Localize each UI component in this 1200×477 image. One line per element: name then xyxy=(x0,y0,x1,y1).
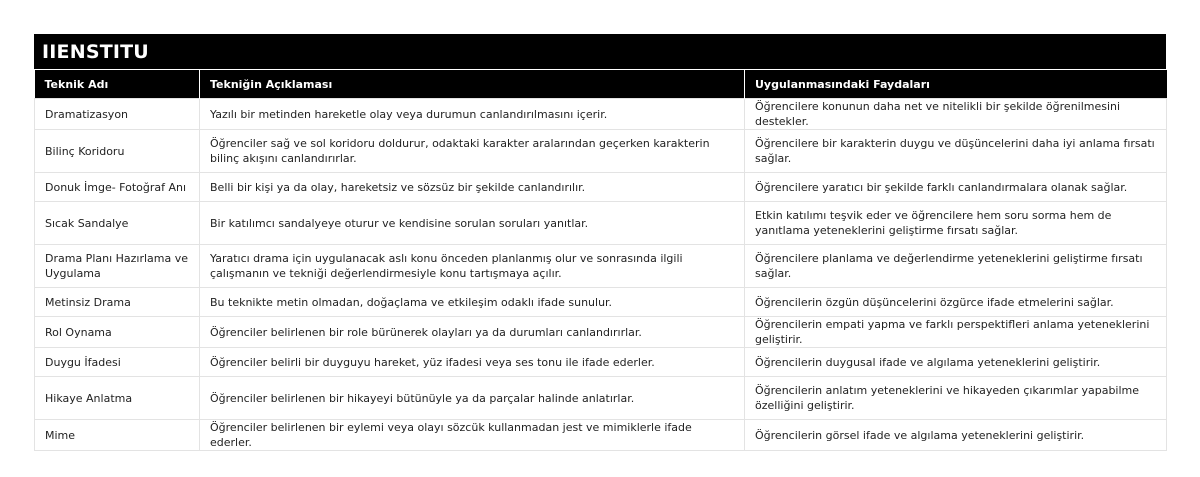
technique-benefit-cell: Öğrencilerin özgün düşüncelerini özgürce ifade etmelerini sağlar. xyxy=(745,288,1167,317)
technique-description-cell: Öğrenciler belirlenen bir hikayeyi bütünüyle ya da parçalar halinde anlatırlar. xyxy=(200,377,745,420)
technique-description-cell: Öğrenciler belirli bir duyguyu hareket, yüz ifadesi veya ses tonu ile ifade ederler. xyxy=(200,348,745,377)
technique-description-cell: Bir katılımcı sandalyeye oturur ve kendisine sorulan soruları yanıtlar. xyxy=(200,202,745,245)
table-row xyxy=(35,173,1167,202)
technique-name-cell: Hikaye Anlatma xyxy=(35,377,200,420)
technique-benefit-cell: Etkin katılımı teşvik eder ve öğrencilere hem soru sorma hem de yanıtlama yeteneklerini geliştirme fırsatı sağlar. xyxy=(745,202,1167,245)
technique-description-cell: Öğrenciler sağ ve sol koridoru doldurur, odaktaki karakter aralarından geçerken karakterin bilinç akışını canlandırırlar. xyxy=(200,130,745,173)
technique-description-cell: Yazılı bir metinden hareketle olay veya durumun canlandırılmasını içerir. xyxy=(200,99,745,130)
table-row xyxy=(35,348,1167,377)
table-row xyxy=(35,317,1167,348)
table-row xyxy=(35,377,1167,420)
table-row xyxy=(35,130,1167,173)
column-header-technique-name: Teknik Adı xyxy=(35,70,200,99)
technique-name-cell: Dramatizasyon xyxy=(35,99,200,130)
technique-benefit-cell: Öğrencilere planlama ve değerlendirme yeteneklerini geliştirme fırsatı sağlar. xyxy=(745,245,1167,288)
technique-description-cell: Yaratıcı drama için uygulanacak aslı konu önceden planlanmış olur ve sonrasında ilgili çalışmanın ve tekniği değerlendirmesiyle konu tartışmaya açılır. xyxy=(200,245,745,288)
brand-logo: IIENSTITU xyxy=(42,40,149,63)
techniques-table xyxy=(34,69,1167,451)
table-row xyxy=(35,420,1167,451)
technique-name-cell: Drama Planı Hazırlama ve Uygulama xyxy=(35,245,200,288)
technique-description-cell: Öğrenciler belirlenen bir eylemi veya olayı sözcük kullanmadan jest ve mimiklerle ifade ederler. xyxy=(200,420,745,451)
technique-name-cell: Mime xyxy=(35,420,200,451)
brand-header xyxy=(34,34,1166,69)
technique-benefit-cell: Öğrencilere bir karakterin duygu ve düşüncelerini daha iyi anlama fırsatı sağlar. xyxy=(745,130,1167,173)
technique-benefit-cell: Öğrencilerin görsel ifade ve algılama yeteneklerini geliştirir. xyxy=(745,420,1167,451)
technique-name-cell: Metinsiz Drama xyxy=(35,288,200,317)
technique-benefit-cell: Öğrencilere konunun daha net ve nitelikli bir şekilde öğrenilmesini destekler. xyxy=(745,99,1167,130)
technique-benefit-cell: Öğrencilerin duygusal ifade ve algılama yeteneklerini geliştirir. xyxy=(745,348,1167,377)
table-row xyxy=(35,99,1167,130)
table-row xyxy=(35,288,1167,317)
column-header-benefits: Uygulanmasındaki Faydaları xyxy=(745,70,1167,99)
technique-description-cell: Öğrenciler belirlenen bir role bürünerek olayları ya da durumları canlandırırlar. xyxy=(200,317,745,348)
technique-benefit-cell: Öğrencilerin anlatım yeteneklerini ve hikayeden çıkarımlar yapabilme özelliğini geliştirir. xyxy=(745,377,1167,420)
technique-name-cell: Duygu İfadesi xyxy=(35,348,200,377)
table-header-row xyxy=(35,70,1167,99)
column-header-technique-description: Tekniğin Açıklaması xyxy=(200,70,745,99)
technique-name-cell: Rol Oynama xyxy=(35,317,200,348)
table-row xyxy=(35,202,1167,245)
table-row xyxy=(35,245,1167,288)
technique-benefit-cell: Öğrencilerin empati yapma ve farklı perspektifleri anlama yeteneklerini geliştirir. xyxy=(745,317,1167,348)
techniques-table-container xyxy=(34,34,1166,451)
technique-benefit-cell: Öğrencilere yaratıcı bir şekilde farklı canlandırmalara olanak sağlar. xyxy=(745,173,1167,202)
technique-name-cell: Bilinç Koridoru xyxy=(35,130,200,173)
technique-description-cell: Belli bir kişi ya da olay, hareketsiz ve sözsüz bir şekilde canlandırılır. xyxy=(200,173,745,202)
technique-name-cell: Sıcak Sandalye xyxy=(35,202,200,245)
technique-name-cell: Donuk İmge- Fotoğraf Anı xyxy=(35,173,200,202)
technique-description-cell: Bu teknikte metin olmadan, doğaçlama ve etkileşim odaklı ifade sunulur. xyxy=(200,288,745,317)
